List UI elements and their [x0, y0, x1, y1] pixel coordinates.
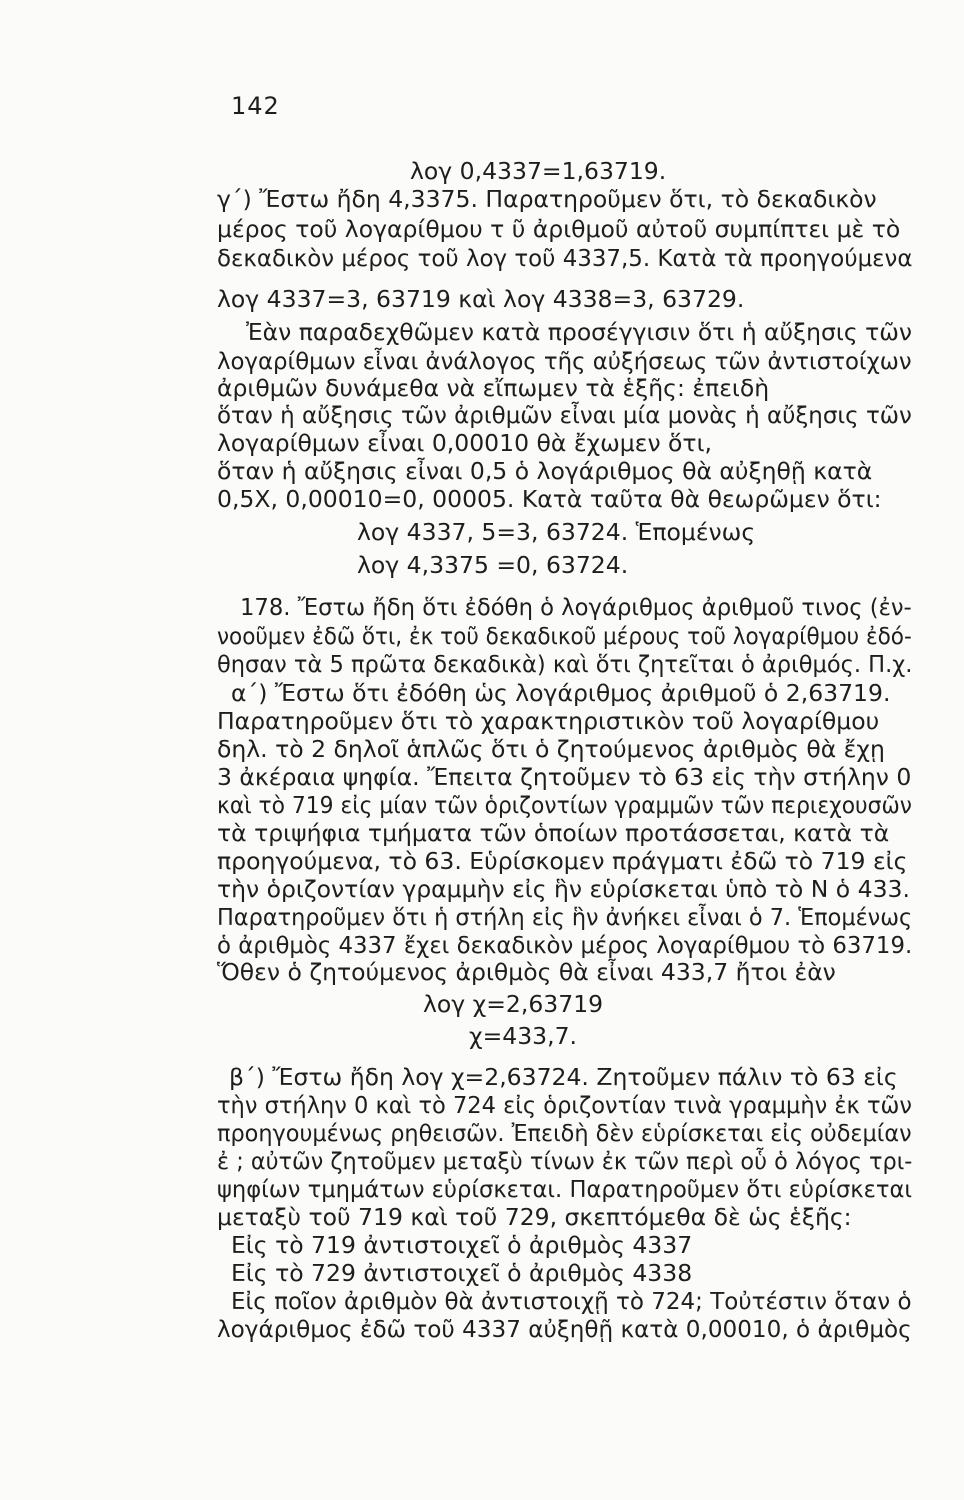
text-line: καὶ τὸ 719 εἰς μίαν τῶν ὁριζοντίων γραμμῶν τῶν περιεχουσῶν [217, 791, 912, 819]
text-line: ὁ ἀριθμὸς 4337 ἔχει δεκαδικὸν μέρος λογαρίθμου τὸ 63719. [217, 931, 913, 959]
text-line: χ=433,7. [469, 1022, 578, 1050]
text-line: ψηφίων τμημάτων εὑρίσκεται. Παρατηροῦμεν ὅτι εὑρίσκεται [217, 1175, 913, 1203]
text-line: 0,5X, 0,00010=0, 00005. Κατὰ ταῦτα θὰ θεωρῶμεν ὅτι: [217, 485, 882, 513]
text-line: ὅταν ἡ αὔξησις εἶναι 0,5 ὁ λογάριθμος θὰ αὐξηθῇ κατὰ [217, 457, 873, 485]
text-line: λογ 4,3375 =0, 63724. [357, 551, 629, 579]
text-line: τὰ τριψήφια τμήματα τῶν ὁποίων προτάσσεται, κατὰ τὰ [217, 819, 890, 847]
text-line: μεταξὺ τοῦ 719 καὶ τοῦ 729, σκεπτόμεθα δὲ ὡς ἑξῆς: [217, 1203, 852, 1231]
text-line: β΄) Ἔστω ἤδη λογ χ=2,63724. Ζητοῦμεν πάλιν τὸ 63 εἰς [229, 1063, 898, 1091]
text-line: ὅταν ἡ αὔξησις τῶν ἀριθμῶν εἶναι μία μονὰς ἡ αὔξησις τῶν [217, 401, 912, 429]
text-line: λογαρίθμων εἶναι ἀνάλογος τῆς αὐξήσεως τῶν ἀντιστοίχων [217, 347, 912, 375]
text-line: α΄) Ἔστω ὅτι ἐδόθη ὡς λογάριθμος ἀριθμοῦ ὁ 2,63719. [231, 679, 891, 707]
text-line: λογαρίθμων εἶναι 0,00010 θὰ ἔχωμεν ὅτι, [217, 429, 712, 457]
text-line: προηγούμενα, τὸ 63. Εὑρίσκομεν πράγματι ἐδῶ τὸ 719 εἰς [217, 847, 908, 875]
text-line: ἀριθμῶν δυνάμεθα νὰ εἴπωμεν τὰ ἑξῆς: ἐπειδὴ [217, 374, 770, 402]
text-line: λογ 4337, 5=3, 63724. Ἑπομένως [357, 518, 756, 546]
text-line: λογ 0,4337=1,63719. [410, 157, 667, 185]
text-line: τὴν στήλην 0 καὶ τὸ 724 εἰς ὁριζοντίαν τινὰ γραμμὴν ἐκ τῶν [217, 1091, 912, 1119]
text-line: λογ χ=2,63719 [423, 990, 604, 1018]
text-line: Εἰς ποῖον ἀριθμὸν θὰ ἀντιστοιχῇ τὸ 724; Τοὐτέστιν ὅταν ὁ [231, 1287, 912, 1315]
text-line: Ἐὰν παραδεχθῶμεν κατὰ προσέγγισιν ὅτι ἡ αὔξησις τῶν [246, 318, 912, 346]
text-line: νοοῦμεν ἐδῶ ὅτι, ἐκ τοῦ δεκαδικοῦ μέρους τοῦ λογαρίθμου ἐδό- [217, 622, 912, 650]
text-line: δεκαδικὸν μέρος τοῦ λογ τοῦ 4337,5. Κατὰ τὰ προηγούμενα [217, 244, 913, 272]
text-line: Παρατηροῦμεν ὅτι τὸ χαρακτηριστικὸν τοῦ λογαρίθμου [217, 707, 880, 735]
text-line: Παρατηροῦμεν ὅτι ἡ στήλη εἰς ἣν ἀνήκει εἶναι ὁ 7. Ἑπομένως [217, 903, 913, 931]
text-line: 178. Ἔστω ἤδη ὅτι ἐδόθη ὁ λογάριθμος ἀριθμοῦ τινος (ἐν- [240, 593, 912, 621]
text-line: γ΄) Ἔστω ἤδη 4,3375. Παρατηροῦμεν ὅτι, τὸ δεκαδικὸν [217, 185, 877, 213]
text-line: Ὅθεν ὁ ζητούμενος ἀριθμὸς θὰ εἶναι 433,7 ἤτοι ἐὰν [217, 958, 836, 986]
text-line: δηλ. τὸ 2 δηλοῖ ἁπλῶς ὅτι ὁ ζητούμενος ἀριθμὸς θὰ ἔχῃ [217, 735, 885, 763]
text-line: μέρος τοῦ λογαρίθμου τ ῦ ἀριθμοῦ αὐτοῦ συμπίπτει μὲ τὸ [217, 215, 901, 243]
page-number: 142 [231, 92, 280, 120]
text-line: τὴν ὁριζοντίαν γραμμὴν εἰς ἣν εὑρίσκεται ὑπὸ τὸ Ν ὁ 433. [217, 875, 910, 903]
text-line: προηγουμένως ρηθεισῶν. Ἐπειδὴ δὲν εὑρίσκεται εἰς οὐδεμίαν [217, 1119, 912, 1147]
text-line: ἐ ; αὐτῶν ζητοῦμεν μεταξὺ τίνων ἐκ τῶν περὶ οὗ ὁ λόγος τρι- [217, 1147, 913, 1175]
text-line: Εἰς τὸ 719 ἀντιστοιχεῖ ὁ ἀριθμὸς 4337 [231, 1231, 693, 1259]
text-line: 3 ἀκέραια ψηφία. Ἔπειτα ζητοῦμεν τὸ 63 εἰς τὴν στήλην 0 [217, 763, 912, 791]
text-line: λογάριθμος ἐδῶ τοῦ 4337 αὐξηθῇ κατὰ 0,00010, ὁ ἀριθμὸς [217, 1315, 912, 1343]
text-line: Εἰς τὸ 729 ἀντιστοιχεῖ ὁ ἀριθμὸς 4338 [231, 1259, 693, 1287]
text-line: λογ 4337=3, 63719 καὶ λογ 4338=3, 63729. [217, 285, 745, 313]
text-line: θησαν τὰ 5 πρῶτα δεκαδικὰ) καὶ ὅτι ζητεῖται ὁ ἀριθμός. Π.χ. [217, 650, 913, 678]
